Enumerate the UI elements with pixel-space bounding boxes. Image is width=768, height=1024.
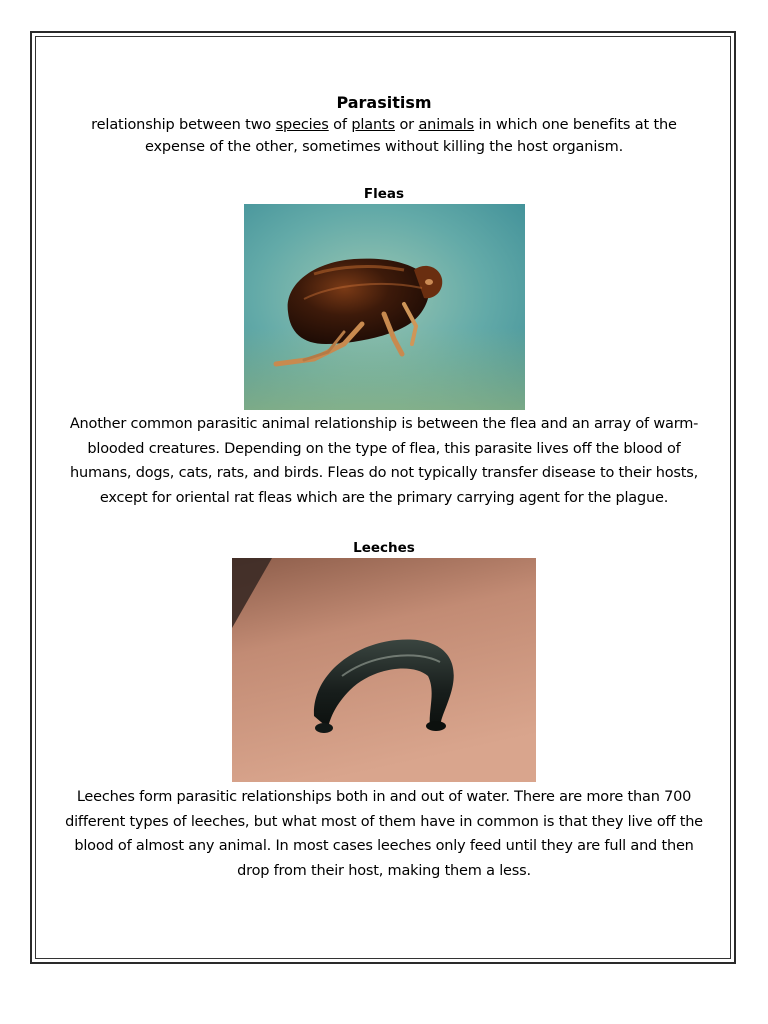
flea-image	[244, 204, 525, 410]
species-link[interactable]: species	[275, 117, 329, 133]
leech-image	[232, 558, 536, 782]
definition-part-2: of	[328, 117, 352, 133]
definition-part-1: relationship between two	[91, 117, 276, 133]
definition-part-4: in which one benefits at the expense of the other, sometimes without killing the host organism.	[144, 117, 677, 155]
leeches-heading: Leeches	[353, 540, 415, 556]
plants-link[interactable]: plants	[351, 117, 395, 133]
page-title: Parasitism	[336, 93, 432, 112]
definition-part-3: or	[394, 117, 419, 133]
document-body	[60, 92, 708, 883]
fleas-description: Another common parasitic animal relationship is between the flea and an array of warm-blooded creatures. Depending on the type of flea, this parasite lives off the blood of humans, dogs, cats, rats, and birds. Fleas do not typically transfer disease to their hosts, except for oriental rat fleas which are the primary carrying agent for the plague.	[69, 416, 699, 506]
leeches-description: Leeches form parasitic relationships both in and out of water. There are more than 700 different types of leeches, but what most of them have in common is that they live off the blood of almost any animal. In most cases leeches only feed until they are full and then drop from their host, making them a less.	[65, 789, 703, 879]
definition-text	[60, 114, 708, 158]
fleas-heading: Fleas	[363, 186, 405, 202]
animals-link[interactable]: animals	[418, 117, 475, 133]
